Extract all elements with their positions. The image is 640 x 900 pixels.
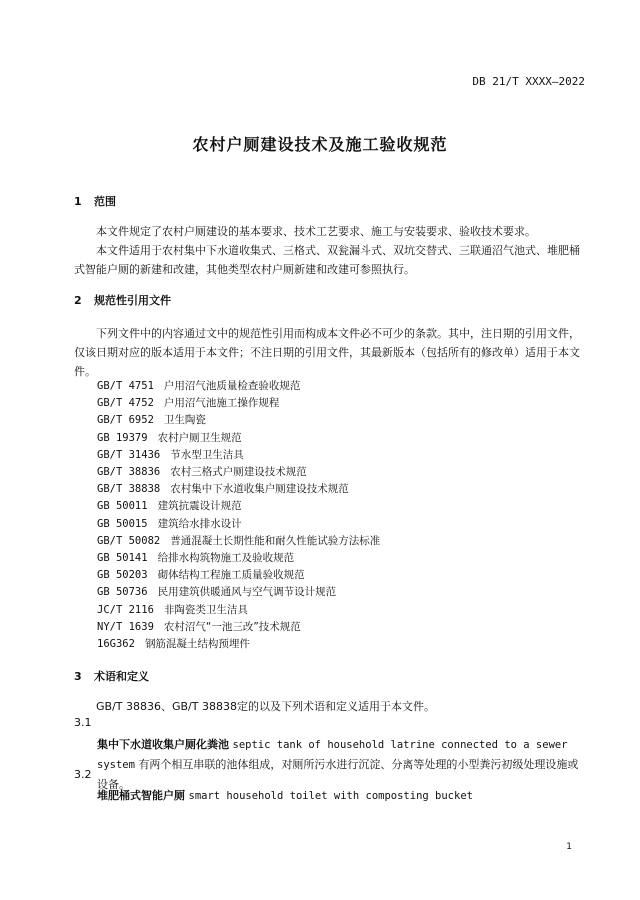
- reference-code: GB/T 31436: [97, 448, 161, 461]
- reference-item: [97, 395, 279, 410]
- scope-paragraph-2: [74, 241, 582, 279]
- term-chinese: 集中下水道收集户厕化粪池: [97, 738, 229, 751]
- section-title: 术语和定义: [94, 670, 149, 683]
- reference-code: GB/T 4752: [97, 397, 154, 410]
- reference-item: [97, 378, 300, 393]
- reference-item: [97, 533, 380, 548]
- document-title: 农村户厕建设技术及施工验收规范: [192, 135, 448, 154]
- refs-intro-text: 下列文件中的内容通过文中的规范性引用而构成本文件必不可少的条款。其中，注日期的引用文件，仅该日期对应的版本适用于本文件；不注日期的引用文件，其最新版本（包括所有的修改单）适用于本文件。: [74, 327, 580, 378]
- reference-item: [97, 412, 206, 427]
- section-number: 2: [74, 294, 82, 307]
- reference-item: [97, 550, 294, 565]
- reference-name: 户用沼气池质量检查验收规范: [163, 380, 301, 392]
- reference-item: [97, 464, 307, 479]
- scope-text-2: 本文件适用于农村集中下水道收集式、三格式、双瓮漏斗式、双坑交替式、三联通沼气池式、堆肥桶式智能户厕的新建和改建，其他类型农村户厕新建和改建可参照执行。: [74, 244, 580, 276]
- section-number: 3: [74, 670, 82, 683]
- document-code: DB 21/T XXXX—2022: [472, 75, 585, 88]
- term-english: smart household toilet with composting bucket: [188, 790, 473, 802]
- reference-code: GB 19379: [97, 431, 148, 444]
- scope-paragraph-1: [74, 222, 582, 241]
- section-title: 范围: [94, 195, 116, 208]
- reference-item: [97, 619, 301, 634]
- reference-code: GB 50141: [97, 552, 148, 564]
- section-heading-2: [74, 292, 171, 308]
- reference-name: 给排水构筑物施工及验收规范: [157, 552, 295, 564]
- reference-item: [97, 447, 244, 462]
- reference-item: [97, 567, 305, 582]
- term-chinese: 堆肥桶式智能户厕: [97, 789, 185, 802]
- section-title: 规范性引用文件: [94, 294, 171, 307]
- reference-item: [97, 584, 336, 599]
- section-heading-1: [74, 193, 116, 209]
- reference-item: [97, 602, 248, 617]
- reference-name: 卫生陶瓷: [163, 414, 206, 427]
- reference-name: 建筑抗震设计规范: [157, 500, 242, 513]
- reference-name: 普通混凝土长期性能和耐久性能试验方法标准: [170, 534, 381, 547]
- reference-name: 砌体结构工程施工质量验收规范: [157, 569, 305, 582]
- reference-name: 非陶瓷类卫生洁具: [163, 603, 248, 616]
- term-number: 3.2: [74, 768, 92, 781]
- reference-name: 农村沼气“一池三改”技术规范: [163, 620, 301, 633]
- term-definition: 有两个相互串联的池体组成，对厕所污水进行沉淀、分离等处理的小型粪污初级处理设施或设备。: [97, 758, 579, 791]
- reference-item: [97, 481, 349, 496]
- page-number: 1: [566, 842, 572, 852]
- reference-item: [97, 430, 242, 445]
- reference-name: 民用建筑供暖通风与空气调节设计规范: [157, 586, 337, 599]
- reference-name: 农村三格式户厕建设技术规范: [170, 466, 307, 478]
- reference-code: GB/T 6952: [97, 414, 154, 427]
- reference-code: GB 50203: [97, 569, 148, 582]
- reference-code: GB 50015: [97, 517, 148, 530]
- reference-code: GB/T 38838: [97, 483, 161, 496]
- reference-name: 节水型卫生洁具: [170, 448, 244, 461]
- terms-intro-paragraph: [74, 697, 582, 716]
- reference-code: GB/T 38836: [97, 466, 161, 478]
- reference-item: [97, 636, 250, 651]
- term-entry-2: [97, 786, 582, 806]
- reference-code: NY/T 1639: [97, 620, 154, 633]
- reference-code: GB/T 4751: [97, 380, 154, 392]
- reference-code: 16G362: [97, 638, 135, 650]
- reference-code: GB 50011: [97, 500, 148, 513]
- reference-name: 户用沼气池施工操作规程: [163, 397, 280, 410]
- scope-text-1: 本文件规定了农村户厕建设的基本要求、技术工艺要求、施工与安装要求、验收技术要求。: [96, 225, 536, 238]
- reference-code: GB 50736: [97, 586, 148, 599]
- reference-name: 农村集中下水道收集户厕建设技术规范: [170, 483, 349, 496]
- reference-code: GB/T 50082: [97, 534, 161, 547]
- section-number: 1: [74, 195, 82, 208]
- section-heading-3: [74, 668, 149, 684]
- refs-intro-paragraph: [74, 324, 582, 381]
- terms-intro-text: GB/T 38836、GB/T 38838定的以及下列术语和定义适用于本文件。: [96, 700, 435, 713]
- reference-code: JC/T 2116: [97, 603, 154, 616]
- reference-name: 钢筋混凝土结构预埋件: [144, 638, 250, 650]
- reference-item: [97, 498, 242, 513]
- reference-item: [97, 516, 242, 531]
- reference-name: 建筑给水排水设计: [157, 517, 242, 530]
- term-english: septic tank of household latrine connected to a sewer system: [97, 739, 568, 771]
- reference-name: 农村户厕卫生规范: [157, 431, 242, 444]
- term-number: 3.1: [74, 716, 92, 729]
